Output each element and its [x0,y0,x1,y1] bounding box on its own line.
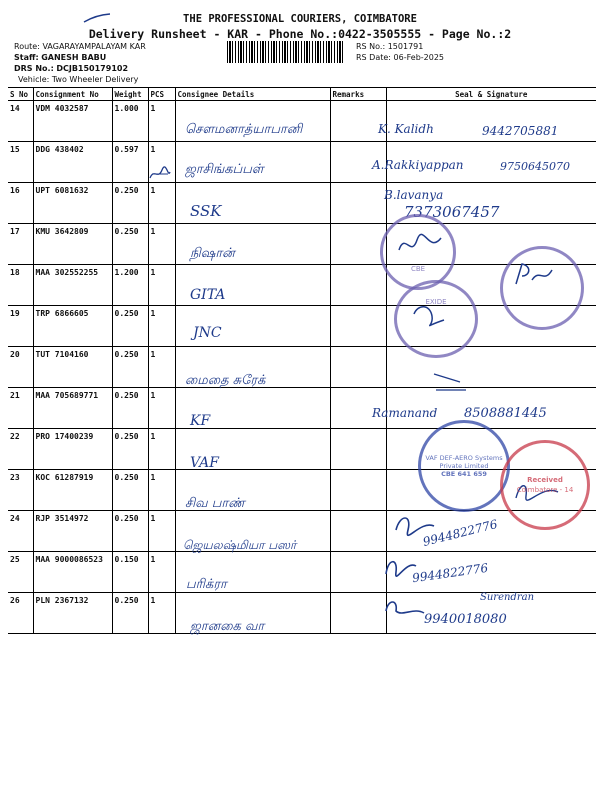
table-header-row [8,88,596,101]
round-stamp [500,246,584,330]
table-row: 19 TRP 6866605 0.250 1 [8,306,596,347]
consignee-handwriting: சிவ பாண் [185,496,245,511]
consignee-handwriting: நிஷான் [190,246,235,261]
table-row: 24 RJP 3514972 0.250 1 [8,511,596,552]
scribble-mark [148,166,172,182]
rs-date-line: RS Date: 06-Feb-2025 [356,53,445,62]
vehicle-line: Vehicle: Two Wheeler Delivery [18,75,139,84]
received-stamp: Received Coimbatore - 14 [500,440,590,530]
table-row: 20 TUT 7104160 0.250 1 [8,347,596,388]
consignee-handwriting: GITA [190,287,226,303]
consignee-handwriting: பரிக்ரா [186,577,227,592]
drs-value: DCJB150179102 [56,64,129,73]
col-pcs: PCS [148,88,175,101]
signature: A.Rakkiyappan [372,158,464,172]
table-row: 16 UPT 6081632 0.250 1 [8,183,596,224]
signature: K. Kalidh [378,122,434,136]
rs-no-value: 1501791 [387,42,424,51]
staff-line: Staff: GANESH BABU [14,53,107,62]
phone-handwriting: 8508881445 [464,406,547,421]
phone-handwriting: 9944822776 [411,560,489,586]
runsheet-subtitle: Delivery Runsheet - KAR - Phone No.:0422-3505555 - Page No.:2 [88,27,512,41]
phone-handwriting: 9944822776 [421,516,499,550]
consignee-handwriting: ஜாசிங்கப்பள் [185,162,264,177]
col-consignment: Consignment No [33,88,112,101]
table-row: 17 KMU 3642809 0.250 1 [8,224,596,265]
col-sno: S No [8,88,33,101]
vehicle-value: Two Wheeler Delivery [51,75,139,84]
signature: Ramanand [372,406,438,420]
consignee-handwriting: ஜானகை வா [190,619,265,634]
exide-stamp: EXIDE [394,280,478,358]
consignee-handwriting: SSK [190,202,222,220]
consignee-handwriting: KF [190,413,211,429]
col-consignee: Consignee Details [175,88,330,101]
company-title: THE PROFESSIONAL COURIERS, COIMBATORE [183,13,417,25]
col-remarks: Remarks [330,88,386,101]
phone-handwriting: 9442705881 [482,124,559,138]
rs-date-value: 06-Feb-2025 [393,53,445,62]
table-row: 23 KOC 61287919 0.250 1 [8,470,596,511]
col-seal: Seal & Signature [386,88,596,101]
table-row: 15 DDG 438402 0.597 1 [8,142,596,183]
table-row: 22 PRO 17400239 0.250 1 [8,429,596,470]
table-row: 18 MAA 302552255 1.200 1 [8,265,596,306]
table-row: 26 PLN 2367132 0.250 1 [8,593,596,634]
staff-value: GANESH BABU [41,53,107,62]
table-row: 14 VDM 4032587 1.000 1 [8,101,596,142]
phone-handwriting: 9750645070 [500,160,570,173]
vaf-stamp: VAF DEF-AERO Systems Private Limited CBE 641 659 [418,420,510,512]
drs-line: DRS No.: DCJB150179102 [14,64,129,73]
consignee-handwriting: VAF [190,455,219,471]
consignee-handwriting: JNC [193,325,222,341]
route-line: Route: VAGARAYAMPALAYAM KAR [14,42,146,51]
consignee-handwriting: மைதை சுரேக் [185,373,266,388]
consignee-handwriting: ஜெயலஷ்மியா பஸர் [183,538,297,552]
consignee-handwriting: சௌமனாத்யாபானி [185,122,303,137]
phone-handwriting: 7373067457 [404,203,500,221]
signature: B.lavanya [384,188,444,202]
cbe-stamp: CBE [380,214,456,290]
signature: Surendran [480,592,535,603]
signature [382,595,427,621]
table-row: 21 MAA 705689771 0.250 1 [8,388,596,429]
barcode [227,41,345,63]
signature [390,510,440,540]
rs-no-line: RS No.: 1501791 [356,42,424,51]
phone-handwriting: 9940018080 [424,612,507,627]
signature [430,370,470,396]
route-value: VAGARAYAMPALAYAM KAR [42,42,146,51]
table-row: 25 MAA 9000086523 0.150 1 [8,552,596,593]
signature [380,552,420,582]
col-weight: Weight [112,88,148,101]
